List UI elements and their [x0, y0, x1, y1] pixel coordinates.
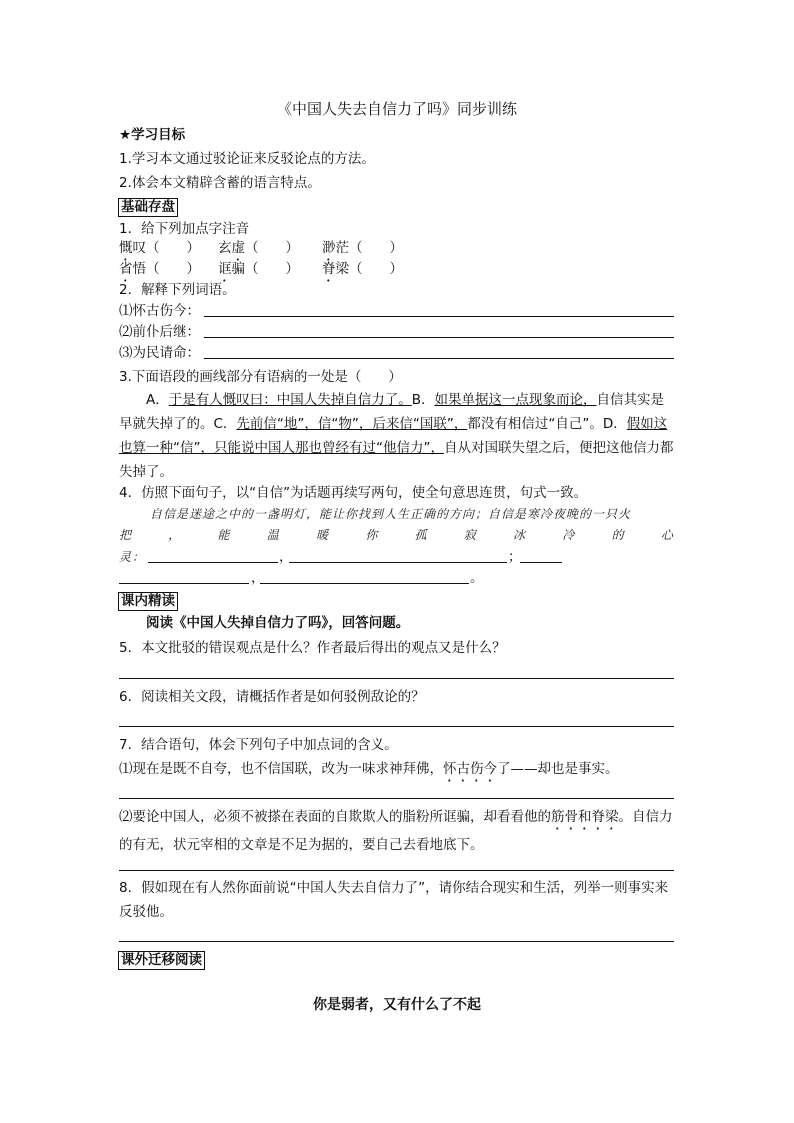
punct: 。 — [470, 570, 484, 586]
q7-stem: 7．结合语句，体会下列句子中加点词的含义。 — [119, 737, 398, 753]
q5-stem: 5．本文批驳的错误观点是什么？作者最后得出的观点又是什么？ — [119, 640, 506, 656]
answer-line[interactable] — [204, 337, 674, 338]
goal-item-1: 1.学习本文通过驳论证来反驳论点的方法。 — [119, 151, 375, 167]
q3-passage: A．于是有人慨叹曰：中国人失掉自信力了。B．如果单据这一点现象而论，自信其实是早就失掉了的。C．先前信“地”，信“物”，后来信“国联”，都没有相信过“自己”。D．假如这也算一种“信”，只能说中国人那也曾经有过“他信力”，自从对国联失望之后，便把这他信力都失掉了。 — [119, 392, 674, 480]
goals-heading: ★学习目标 — [119, 127, 186, 143]
q3-stem: 3.下面语段的画线部分有语病的一处是（ ） — [119, 369, 402, 385]
punct: ， — [251, 570, 265, 586]
q7-item-2: ⑵要论中国人，必须不被搽在表面的自欺欺人的脂粉所诓骗，却看看他的筋骨和脊梁。自信力的有无，状元宰相的文章是不足为据的，要自己去看地底下。 — [119, 809, 673, 853]
page-title: 《中国人失去自信力了吗》同步训练 — [276, 100, 517, 118]
answer-line[interactable] — [289, 562, 507, 563]
q1-item: 玄虚（ ） — [218, 240, 299, 256]
answer-line[interactable] — [260, 583, 469, 584]
q6-stem: 6．阅读相关文段，请概括作者是如何驳例敌论的？ — [119, 689, 425, 705]
answer-line[interactable] — [119, 583, 249, 584]
goal-item-2: 2.体会本文精辟含蓄的语言特点。 — [119, 175, 321, 191]
q2-item-label: ⑶为民请命： — [119, 345, 200, 361]
q1-item: 脊梁（ ） — [322, 261, 403, 277]
punct: ； — [508, 549, 522, 565]
answer-line[interactable] — [119, 798, 674, 799]
q1-item: 慨叹（ ） — [119, 240, 200, 256]
q2-item-label: ⑴怀古伤今： — [119, 303, 200, 319]
answer-line[interactable] — [148, 562, 278, 563]
answer-line[interactable] — [520, 562, 562, 563]
read-prompt: 阅读《中国人失掉自信力了吗》，回答问题。 — [146, 615, 410, 631]
q2-stem: 2．解释下列词语。 — [119, 282, 236, 298]
section-tag-basic: 基础存盘 — [118, 198, 178, 217]
answer-line[interactable] — [204, 316, 674, 317]
article-title: 你是弱者，又有什么了不起 — [313, 997, 481, 1013]
section-tag-intensive: 课内精读 — [118, 592, 178, 611]
answer-line[interactable] — [119, 726, 674, 727]
q7-item-1: ⑴现在是既不自夸，也不信国联，改为一味求神拜佛，怀古伤今了——却也是事实。 — [119, 761, 619, 777]
answer-line[interactable] — [119, 941, 674, 942]
section-tag-extended: 课外迁移阅读 — [118, 951, 205, 970]
punct: ， — [279, 549, 293, 565]
answer-line[interactable] — [204, 358, 674, 359]
q4-example-line: 自信是迷途之中的一盏明灯，能让你找到人生正确的方向；自信是寒冷夜晚的一只火 — [150, 507, 632, 521]
q1-item: 省悟（ ） — [119, 261, 200, 277]
q4-example-start: 灵： — [119, 550, 146, 564]
q2-item-label: ⑵前仆后继： — [119, 324, 200, 340]
q1-stem: 1．给下列加点字注音 — [119, 221, 250, 237]
q1-item: 诓骗（ ） — [218, 261, 299, 277]
q4-stem: 4．仿照下面句子，以“自信”为话题再续写两句，使全句意思连贯，句式一致。 — [119, 485, 588, 501]
answer-line[interactable] — [119, 678, 674, 679]
q1-item: 渺茫（ ） — [322, 240, 403, 256]
q4-example-line: 把 ， 能 温 暖 你 孤 寂 冰 冷 的 心 — [119, 528, 674, 542]
q8-stem: 8．假如现在有人然你面前说“中国人失去自信力了”，请你结合现实和生活，列举一则事实来反驳他。 — [119, 880, 669, 920]
answer-line[interactable] — [119, 870, 674, 871]
